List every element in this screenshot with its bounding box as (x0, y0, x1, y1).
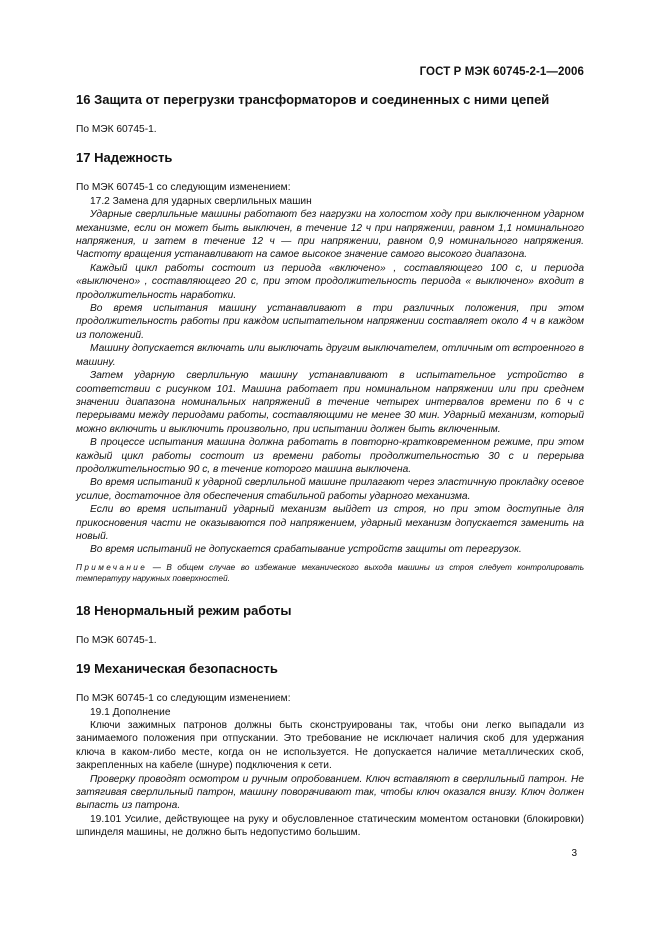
section-19-para: 19.101 Усилие, действующее на руку и обусловленное статическим моментом остановки (блокировки) шпинделя машины, не должно быть недопустимо большим. (76, 813, 584, 839)
section-17-para: Ударные сверлильные машины работают без нагрузки на холостом ходу при выключенном ударном механизме, если он может быть выключен, в течение 12 ч при напряжении, равном 1,1 номинального напряжения, и затем в течение 12 ч — при напряжении, равном 0,9 номинального напряжения. Частоту вращения устанавливают на самое высокое значение самого высокого диапазона. (76, 209, 584, 261)
section-19-intro: По МЭК 60745-1 со следующим изменением: (76, 693, 291, 705)
section-17-para: Во время испытаний не допускается срабатывание устройств защиты от перегрузок. (90, 544, 522, 556)
section-17-para: Машину допускается включать или выключать другим выключателем, отличным от встроенного в машину. (76, 343, 584, 368)
section-19-sub: 19.1 Дополнение (90, 706, 171, 718)
section-17-para: Во время испытания машину устанавливают в три различных положения, при этом продолжительность работы при каждом испытательном напряжении составляет около 4 ч в каждом из положений. (76, 303, 584, 341)
section-19-para: Ключи зажимных патронов должны быть сконструированы так, чтобы они легко выпадали из занимаемого положения при отпускании. Это требование не исключает наличия скоб для удержания ключа в каком-либо месте, когда он не используется. Не допускается наличие металлических скоб, закрепленных на кабеле (шнуре) подключения к сети. (76, 720, 584, 772)
section-19-title: 19 Механическая безопасность (76, 661, 278, 677)
section-16-title: 16 Защита от перегрузки трансформаторов и соединенных с ними цепей (76, 92, 550, 107)
page-number: 3 (571, 848, 577, 859)
section-17-sub: 17.2 Замена для ударных сверлильных машин (90, 195, 312, 207)
section-17-intro: По МЭК 60745-1 со следующим изменением: (76, 182, 291, 194)
section-17-para: В процессе испытания машина должна работать в повторно-кратковременном режиме, при этом каждый цикл работы состоит из времени работы продолжительностью 30 с и перерыва продолжительностью 90 с, в течение которого машина выключена. (76, 437, 584, 475)
section-18-ref: По МЭК 60745-1. (76, 634, 157, 646)
standard-header: ГОСТ Р МЭК 60745-2-1—2006 (419, 66, 584, 78)
page-content (76, 92, 584, 840)
section-17-para: Затем ударную сверлильную машину устанавливают в испытательное устройство в соответствии с рисунком 101. Машина работает при номинальном напряжении или при среднем значении диапазона номинальных напряжений в течение четырех интервалов времени по 6 ч с перерывами между периодами работы, составляющими не менее 30 мин. Ударный механизм, который можно включить и выключить произвольно, при испытании должен быть включенным. (76, 370, 584, 435)
section-17-note (76, 562, 584, 585)
section-16-ref: По МЭК 60745-1. (76, 124, 157, 135)
section-17-para: Каждый цикл работы состоит из периода «включено» , составляющего 100 с, и периода «выключено» , составляющего 20 с, при этом продолжительность периода « выключено» входит в продолжительность наработки. (76, 262, 584, 301)
section-17-title: 17 Надежность (76, 150, 173, 166)
section-17-para: Во время испытаний к ударной сверлильной машине прилагают через эластичную прокладку осевое усилие, достаточное для обеспечения стабильной работы ударного механизма. (76, 477, 584, 502)
note-text: — В общем случае во избежание механического выхода машины из строя следует контролировать температуру наружных поверхностей. (76, 562, 584, 584)
section-19-para: Проверку проводят осмотром и ручным опробованием. Ключ вставляют в сверлильный патрон. Не затягивая сверлильный патрон, машину поворачивают так, чтобы ключ оказался внизу. Ключ должен выпасть из патрона. (76, 773, 584, 812)
note-label: Примечание (76, 562, 148, 572)
section-17-para: Если во время испытаний ударный механизм выйдет из строя, но при этом доступные для прикосновения части не оказываются под напряжением, ударный механизм допускается заменить на новый. (76, 504, 584, 542)
section-18-title: 18 Ненормальный режим работы (76, 602, 292, 618)
